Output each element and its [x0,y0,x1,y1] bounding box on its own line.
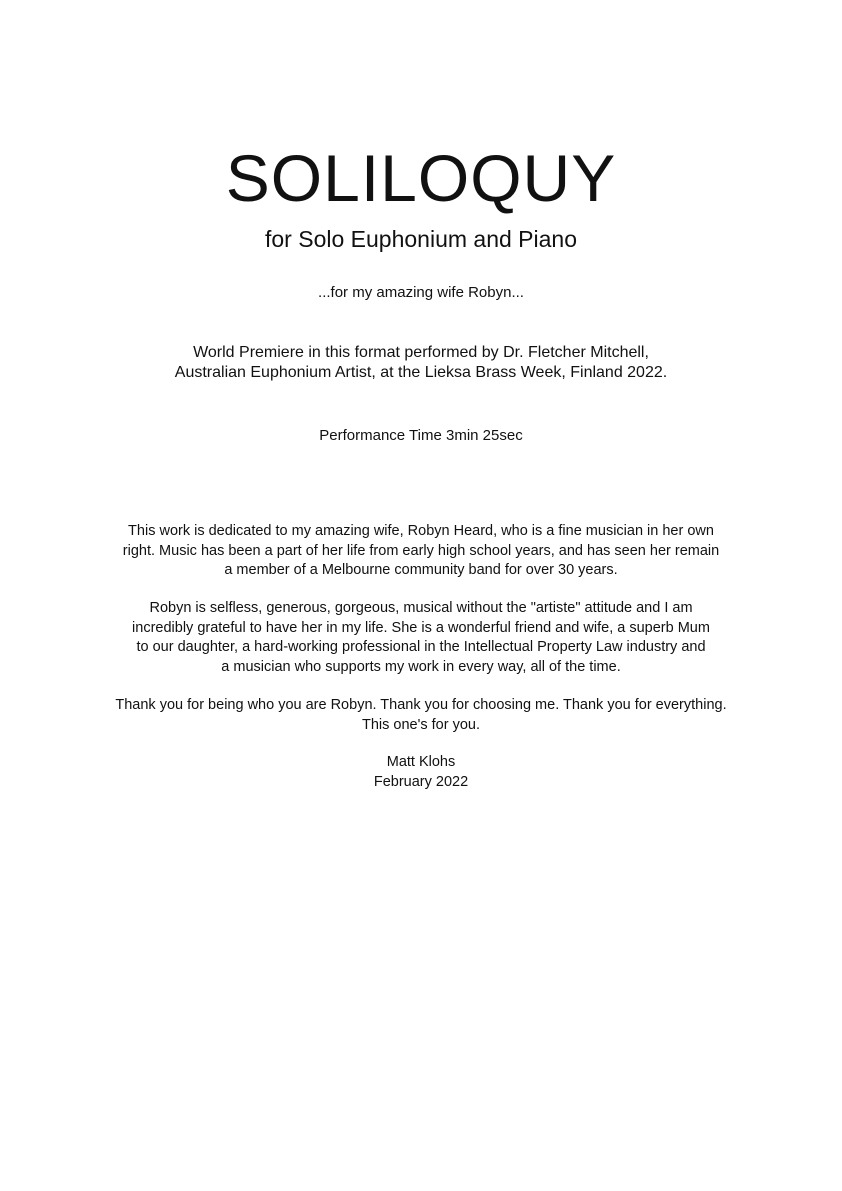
premiere-note [0,343,842,383]
dedication-paragraph-1 [60,522,782,581]
paragraph-line: Robyn is selfless, generous, gorgeous, musical without the "artiste" attitude and I am [149,600,693,616]
paragraph-line: This one's for you. [361,716,481,733]
signature-block [0,753,842,792]
premiere-line: Australian Euphonium Artist, at the Lieksa Brass Week, Finland 2022. [174,364,668,381]
paragraph-line: incredibly grateful to have her in my life. She is a wonderful friend and wife, a superb Mum [132,619,710,636]
paragraph-line: a member of a Melbourne community band for over 30 years. [224,562,618,578]
page-subtitle: for Solo Euphonium and Piano [265,226,577,252]
paragraph-line: This work is dedicated to my amazing wife, Robyn Heard, who is a fine musician in her own [128,523,714,539]
paragraph-line: right. Music has been a part of her life from early high school years, and has seen her remain [122,542,720,559]
short-dedication: ...for my amazing wife Robyn... [318,284,524,301]
dedication-paragraph-2 [60,599,782,677]
premiere-line: World Premiere in this format performed by Dr. Fletcher Mitchell, [193,344,649,361]
dedication-paragraph-3 [60,696,782,735]
author-name: Matt Klohs [386,754,456,770]
performance-time: Performance Time 3min 25sec [319,427,523,444]
paragraph-line: Thank you for being who you are Robyn. Thank you for choosing me. Thank you for everything. [115,697,727,713]
paragraph-line: to our daughter, a hard-working professional in the Intellectual Property Law industry and [136,639,706,655]
signature-date: February 2022 [373,773,469,790]
page-title: SOLILOQUY [225,141,617,215]
paragraph-line: a musician who supports my work in every way, all of the time. [221,658,621,675]
